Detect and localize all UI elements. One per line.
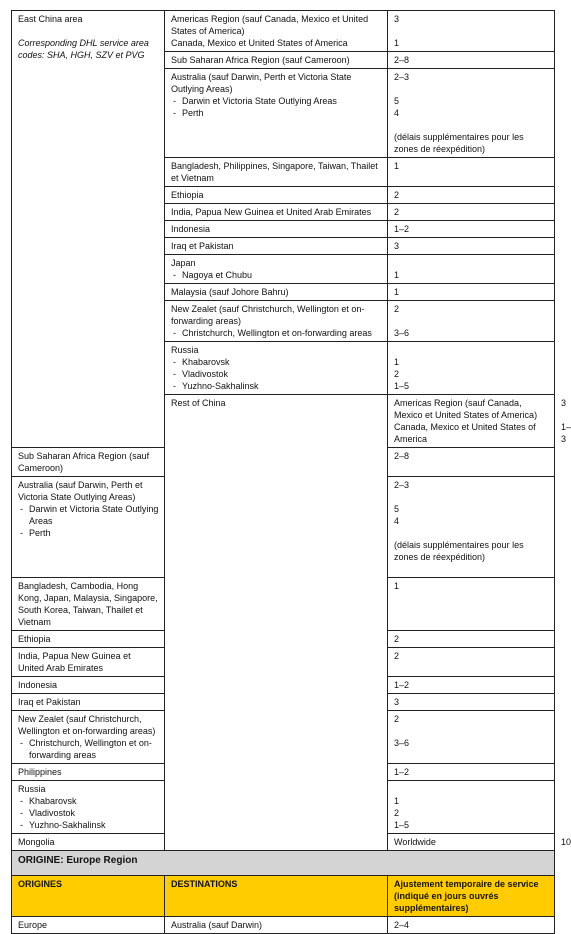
- destination-cell: Indonesia: [12, 677, 165, 694]
- destination-cell: Ethiopia: [12, 631, 165, 648]
- value-cell: 1–2: [388, 221, 555, 238]
- destination-cell: Ethiopia: [165, 187, 388, 204]
- value-cell: 2 3–6: [388, 711, 555, 764]
- value-cell: 2–8: [388, 52, 555, 69]
- column-header-row: [12, 876, 555, 917]
- table-row: Mongolia Worldwide 10: [12, 834, 555, 851]
- destination-cell: Bangladesh, Philippines, Singapore, Taiwan, Thailet et Vietnam: [165, 158, 388, 187]
- section-title: ORIGINE: Europe Region: [12, 851, 555, 876]
- destination-cell: India, Papua New Guinea et United Arab Emirates: [165, 204, 388, 221]
- value-cell: 1: [388, 578, 555, 631]
- destination-cell: New Zealet (sauf Christchurch, Wellington et on-forwarding areas) - Christchurch, Wellington et on-forwarding areas: [12, 711, 165, 764]
- table-row: [12, 11, 555, 52]
- destination-cell: Japan - Nagoya et Chubu: [165, 255, 388, 284]
- section-header-row: [12, 851, 555, 876]
- destination-cell: Iraq et Pakistan: [165, 238, 388, 255]
- value-cell: 1–2: [388, 677, 555, 694]
- destination-cell: Australia (sauf Darwin): [165, 917, 388, 934]
- value-cell: 1: [388, 255, 555, 284]
- destination-cell: Sub Saharan Africa Region (sauf Cameroon): [12, 448, 165, 477]
- destination-cell: Russia - Khabarovsk - Vladivostok - Yuzhno-Sakhalinsk: [12, 781, 165, 834]
- value-cell: 2 3–6: [388, 301, 555, 342]
- value-cell: 3: [388, 694, 555, 711]
- value-cell: 2: [388, 187, 555, 204]
- value-cell: 1: [388, 284, 555, 301]
- origin-cell: Europe: [12, 917, 165, 934]
- destination-cell: Bangladesh, Cambodia, Hong Kong, Japan, Malaysia, Singapore, South Korea, Taiwan, Thailet et Vietnam: [12, 578, 165, 631]
- value-cell: 2–8: [388, 448, 555, 477]
- origin-cell: Rest of China: [165, 395, 388, 851]
- destination-cell: Russia - Khabarovsk - Vladivostok - Yuzhno-Sakhalinsk: [165, 342, 388, 395]
- value-cell: 1 2 1–5: [388, 781, 555, 834]
- value-cell: 2: [388, 648, 555, 677]
- destination-cell: Worldwide: [388, 834, 555, 851]
- destination-cell: Iraq et Pakistan: [12, 694, 165, 711]
- destination-cell: Australia (sauf Darwin, Perth et Victoria State Outlying Areas) - Darwin et Victoria State Outlying Areas - Perth: [12, 477, 165, 578]
- value-cell: 2–3 5 4 (délais supplémentaires pour les zones de réexpédition): [388, 477, 555, 578]
- destination-cell: Australia (sauf Darwin, Perth et Victoria State Outlying Areas) - Darwin et Victoria State Outlying Areas - Perth: [165, 69, 388, 158]
- header-adjustment: Ajustement temporaire de service (indiqué en jours ouvrés supplémentaires): [388, 876, 555, 917]
- origin-note: Corresponding DHL service area codes: SHA, HGH, SZV et PVG: [18, 38, 149, 60]
- origin-cell: East China area Corresponding DHL service area codes: SHA, HGH, SZV et PVG: [12, 11, 165, 448]
- value-cell: 2: [388, 204, 555, 221]
- value-cell: 2–3 5 4 (délais supplémentaires pour les zones de réexpédition): [388, 69, 555, 158]
- value-cell: 1 2 1–5: [388, 342, 555, 395]
- value-cell: 3 1: [388, 11, 555, 52]
- destination-cell: Indonesia: [165, 221, 388, 238]
- header-origins: ORIGINES: [12, 876, 165, 917]
- destination-cell: New Zealet (sauf Christchurch, Wellington et on-forwarding areas) - Christchurch, Wellington et on-forwarding areas: [165, 301, 388, 342]
- table-row: Rest of China Americas Region (sauf Canada, Mexico et United States of America) Canada, Mexico et United States of America 3 1–3: [12, 395, 555, 448]
- destination-cell: Americas Region (sauf Canada, Mexico et United States of America) Canada, Mexico et United States of America: [165, 11, 388, 52]
- value-cell: 2–4: [388, 917, 555, 934]
- value-cell: 3: [388, 238, 555, 255]
- destination-cell: India, Papua New Guinea et United Arab Emirates: [12, 648, 165, 677]
- table-row: [12, 917, 555, 934]
- origin-cell: Mongolia: [12, 834, 165, 851]
- service-adjustment-table: [11, 10, 571, 934]
- value-cell: 2: [388, 631, 555, 648]
- value-cell: 1: [388, 158, 555, 187]
- value-cell: 1–2: [388, 764, 555, 781]
- header-destinations: DESTINATIONS: [165, 876, 388, 917]
- destination-cell: Malaysia (sauf Johore Bahru): [165, 284, 388, 301]
- destination-cell: Americas Region (sauf Canada, Mexico et United States of America) Canada, Mexico et United States of America: [388, 395, 555, 448]
- destination-cell: Philippines: [12, 764, 165, 781]
- destination-cell: Sub Saharan Africa Region (sauf Cameroon): [165, 52, 388, 69]
